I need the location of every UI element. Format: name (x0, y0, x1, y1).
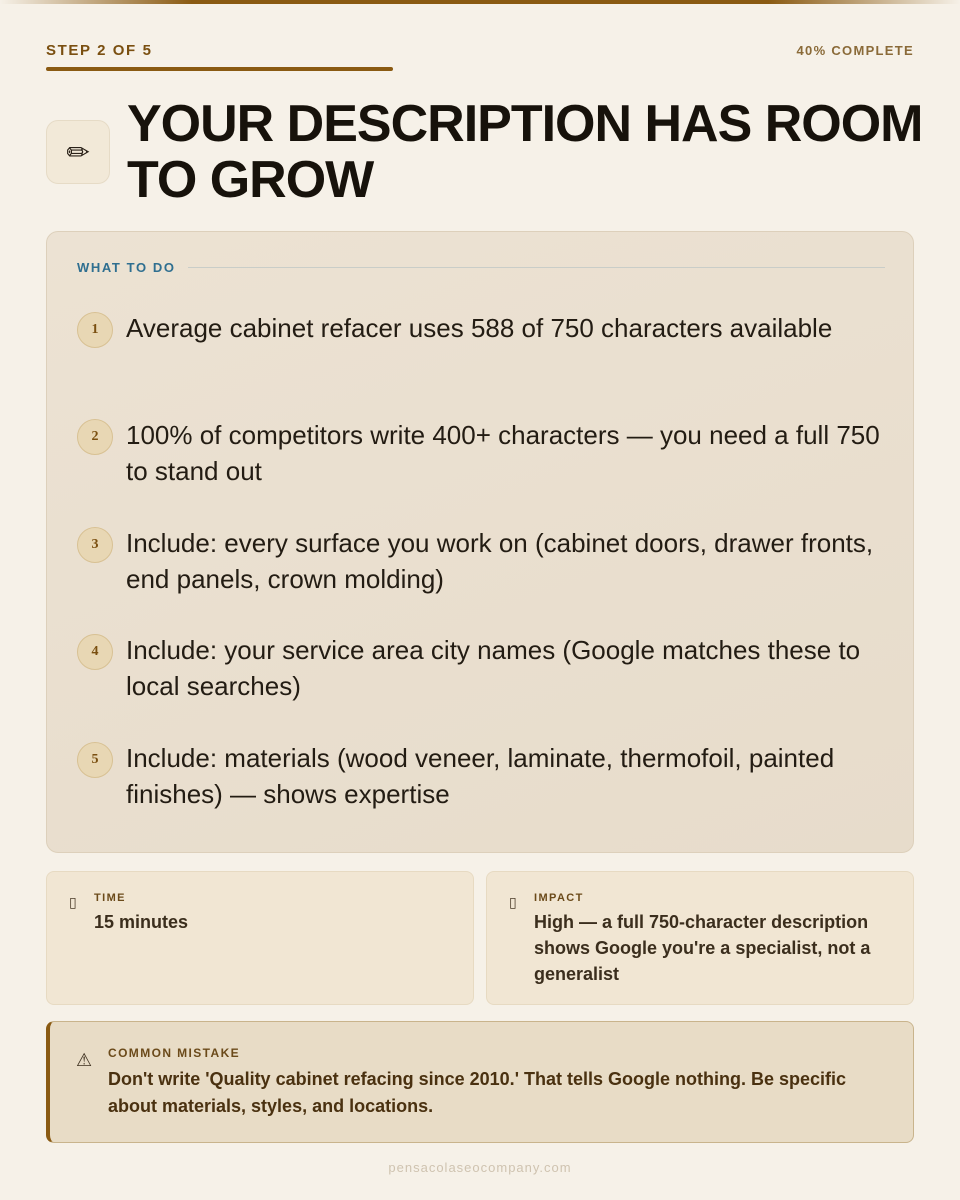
step-text: Average cabinet refacer uses 588 of 750 characters available (126, 313, 833, 343)
step-number-badge: 1 (77, 312, 113, 348)
step-number-badge: 3 (77, 527, 113, 563)
step-item (77, 525, 885, 597)
time-value: 15 minutes (94, 912, 189, 932)
mistake-label: COMMON MISTAKE (108, 1046, 241, 1060)
step-text: Include: your service area city names (Google matches these to local searches) (126, 635, 861, 701)
chart-icon: ▯ (509, 894, 517, 910)
step-item (77, 417, 885, 489)
step-number-badge: 4 (77, 634, 113, 670)
section-header (77, 260, 885, 275)
top-accent-rule (0, 0, 960, 4)
step-text: Include: every surface you work on (cabinet doors, drawer fronts, end panels, crown molding) (126, 528, 874, 594)
impact-label: IMPACT (534, 892, 584, 904)
page-title: YOUR DESCRIPTION HAS ROOM TO GROW (127, 95, 923, 209)
step-number-badge: 5 (77, 742, 113, 778)
footer-domain: pensacolaseocompany.com (388, 1160, 572, 1175)
impact-card (486, 871, 914, 1005)
warning-icon: ⚠ (76, 1050, 93, 1070)
section-divider (188, 267, 885, 268)
section-label: WHAT TO DO (77, 260, 176, 275)
step-text: 100% of competitors write 400+ characters — you need a full 750 to stand out (126, 420, 880, 486)
progress-header (46, 40, 914, 60)
progress-bar (46, 67, 914, 71)
what-to-do-card (46, 231, 914, 853)
step-label: STEP 2 OF 5 (46, 41, 153, 59)
step-item (77, 310, 885, 348)
step-item (77, 740, 885, 812)
common-mistake-card (46, 1021, 914, 1143)
step-text: Include: materials (wood veneer, laminate, thermofoil, painted finishes) — shows expertise (126, 743, 835, 809)
time-label: TIME (94, 892, 126, 904)
impact-value: High — a full 750-character description shows Google you're a specialist, not a generalist (534, 912, 871, 984)
progress-bar-fill (46, 67, 393, 71)
mistake-text: Don't write 'Quality cabinet refacing since 2010.' That tells Google nothing. Be specific about materials, styles, and locations. (108, 1069, 846, 1116)
time-card (46, 871, 474, 1005)
pencil-icon: ✏ (46, 120, 110, 184)
clock-icon: ▯ (69, 894, 77, 910)
step-item (77, 632, 885, 704)
percent-complete-label: 40% COMPLETE (796, 42, 914, 58)
step-number-badge: 2 (77, 419, 113, 455)
